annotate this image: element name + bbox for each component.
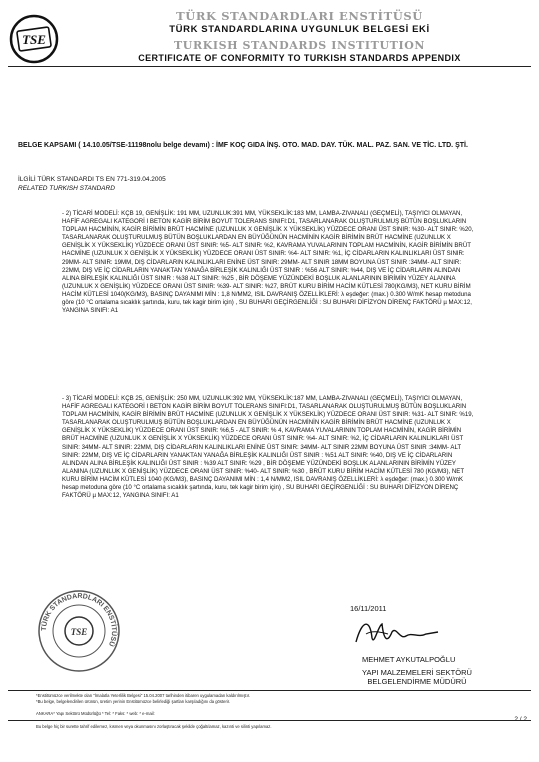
handwritten-signature	[348, 612, 443, 652]
header-title-en: TURKISH STANDARDS INSTITUTION	[173, 39, 426, 52]
header-rule	[8, 66, 531, 67]
signer-department	[337, 668, 497, 686]
dept-line-1: YAPI MALZEMELERİ SEKTÖRÜ	[362, 668, 472, 677]
model-paragraph-3: - 3) TİCARİ MODELİ: KÇB 25, GENİŞLİK: 250 MM, UZUNLUK:392 MM, YÜKSEKLİK:187 MM, LAMBA-ZIVANALI (GEÇMELİ), TAŞIYICI OLMAYAN, HAFİF AGREGALI KATEGORİ I BETON KAGİR BİRİM BOYUT TOLERANS SINIFI:D1, TASARLANARAK OLUŞTURULMUŞ BÜTÜN BOŞLUKLARIN TOPLAM HACMİNİN, KAGİR BİRİMİN BRÜT HACMİNE (UZUNLUK X GENİŞLİK X YÜKSEKLİK) YÜZDECE ORANI ÜST SINIR: %31- ALT SINIR: %19, TASARLANARAK OLUŞTURULMUŞ BÜTÜN BOŞLUKLARDAN EN BÜYÜĞÜNÜN HACMİNİN KAGİR BİRİMİN BRÜT HACMİNE (UZUNLUK X GENİŞLİK X YÜKSEKLİK) YÜZDECE ORANI ÜST SINIR: %6,5 - ALT SINIR: % 4, KAVRAMA YUVALARININ TOPLAM HACMİNİN, KAGİR BİRİMİN BRÜT HACMİNE (UZUNLUK X GENİŞLİK X YÜKSEKLİK) YÜZDECE ORANI ÜST SINIR: %4- ALT SINIR: %2, İÇ CİDARLARIN KALINLIKLARI ÜST SINIR: 34MM- ALT SINIR: 22MM, DIŞ CİDARLARIN KALINLIKLARI ENİNE ÜST SINIR: 34MM- ALT SINIR 22MM BOYUNA ÜST SINIR :34MM- ALT SINIR: 22MM, DIŞ VE İÇ CİDARLARIN YANAKTAN YANAĞA BİRLEŞİK KALINLIĞI ÜST SINIR : %51 ALT SINIR: %40, DIŞ VE İÇ CİDARLARIN ALINDAN ALINA BİRLEŞİK KALINLIĞI ÜST SINIR : %39 ALT SINIR: %29 , BİR DÖŞEME YÜZÜNDEKİ BOŞLUK ALANLARININ BİRİMİN YÜZEY ALANINA (UZUNLUK X GENİŞLİK) YÜZDECE ORANI ÜST SINIR: %40- ALT SINIR: %30 , BRÜT KURU BİRİM HACİM KÜTLESİ 780 (KG/M3), NET KURU BİRİM HACİM KÜTLESİ 1040 (KG/M3), BASINÇ DAYANIMI MİN : 1,4 N/MM2, ISIL DAVRANIŞ ÖZELLİKLERİ: λ eşdeğer: (max.) 0.300 W/mK hesap metoduna göre (10 °C ortalama sıcaklık şartında, kuru, tek kagir birim için) , SU BUHARI GEÇİRGENLİĞİ : SU BUHARI DİFİZYON DİRENÇ FAKTÖRÜ µ MAX:12, YANGINA SINIFI: A1	[62, 395, 474, 500]
footer-rule-top	[8, 690, 531, 691]
svg-text:TÜRK STANDARDLARI ENSTİTÜSÜ: TÜRK STANDARDLARI ENSTİTÜSÜ	[40, 592, 118, 648]
footer-note-1: *Enstitümüzce verilmekte olan "İmalatla Yeterlilik Belgesi" 15.04.2007 tarihinden itibaren uygulamadan kaldırılmıştır.	[36, 693, 251, 698]
footer-note-2: *Bu belge, belgelendirilen ürünün, üretim yerinin Enstitümüzce belirlediği şartları karşıladığını da gösterir.	[36, 699, 231, 704]
svg-text:TSE: TSE	[22, 32, 46, 47]
signer-name: MEHMET AYKUTALPOĞLU	[362, 655, 456, 664]
standard-line-tr: İLGİLİ TÜRK STANDARDI TS EN 771-319.04.2005	[18, 176, 166, 183]
official-stamp	[36, 588, 122, 674]
header-subtitle-tr: TÜRK STANDARDLARINA UYGUNLUK BELGESİ EKİ	[169, 24, 430, 35]
page-number: 2 / 2	[514, 716, 527, 723]
model-paragraph-2: - 2) TİCARİ MODELİ: KÇB 19, GENİŞLİK: 191 MM, UZUNLUK:391 MM, YÜKSEKLİK:183 MM, LAMBA-ZIVANALI (GEÇMELİ), TAŞIYICI OLMAYAN, HAFİF AGREGALI KATEGORİ I BETON KAGİR BİRİM BOYUT TOLERANS SINIFI:D1, TASARLANARAK OLUŞTURULMUŞ BÜTÜN BOŞLUKLARIN TOPLAM HACMİNİN, KAGİR BİRİMİN BRÜT HACMİNE (UZUNLUK X GENİŞLİK X YÜKSEKLİK) YÜZDECE ORANI ÜST SINIR: %30- ALT SINIR: %20, TASARLANARAK OLUŞTURULMUŞ BÜTÜN BOŞLUKLARDAN EN BÜYÜĞÜNÜN HACMİNİN KAGİR BİRİMİN BRÜT HACMİNE (UZUNLUK X GENİŞLİK X YÜKSEKLİK) YÜZDECE ORANI ÜST SINIR: %5- ALT SINIR: %2, KAVRAMA YUVALARININ TOPLAM HACMİNİN, KAGİR BİRİMİN BRÜT HACMİNE (UZUNLUK X GENİŞLİK X YÜKSEKLİK) YÜZDECE ORANI ÜST SINIR: %4- ALT SINIR: %1, İÇ CİDARLARIN KALINLIKLARI ÜST SINIR: 29MM- ALT SINIR: 19MM, DIŞ CİDARLARIN KALINLIKLARI ENİNE ÜST SINIR: 29MM- ALT SINIR 18MM BOYUNA ÜST SINIR :34MM- ALT SINIR: 22MM, DIŞ VE İÇ CİDARLARIN YANAKTAN YANAĞA BİRLEŞİK KALINLIĞI ÜST SINIR : %56 ALT SINIR: %44, DIŞ VE İÇ CİDARLARIN ALINDAN ALINA BİRLEŞİK KALINLIĞI ÜST SINIR : %38 ALT SINIR: %25 , BİR DÖŞEME YÜZÜNDEKİ BOŞLUK ALANLARININ BİRİMİN YÜZEY ALANINA (UZUNLUK X GENİŞLİK) YÜZDECE ORANI ÜST SINIR: %39- ALT SINIR: %27, BRÜT KURU BİRİM HACİM KÜTLESİ 780(KG/M3), NET KURU BİRİM HACİM KÜTLESİ 1040(KG/M3), BASINÇ DAYANIMI MİN : 1,8 N/MM2, ISIL DAVRANIŞ ÖZELLİKLERİ: λ eşdeğer: (max.) 0.300 W/mK hesap metoduna göre (10 °C ortalama sıcaklık şartında, kuru, tek kagir birim için) , SU BUHARI GEÇİRGENLİĞİ : SU BUHARI DİFİZYON DİRENÇ FAKTÖRÜ µ MAX:12, YANGINA SINIFI: A1	[62, 210, 474, 315]
scope-label: BELGE KAPSAMI ( 14.10.05/TSE-11198nolu belge devamı) :	[18, 142, 215, 149]
belge-kapsami	[18, 141, 523, 151]
company-name: İMF KOÇ GIDA İNŞ. OTO. MAD. DAY. TÜK. MAL. PAZ. SAN. VE TİC. LTD. ŞTİ.	[216, 142, 468, 149]
tse-logo	[9, 14, 59, 64]
svg-text:TSE: TSE	[70, 627, 88, 637]
footer-address: ANKARA* Yapı Sektörü Müdürlüğü * Tel: * Faks: * web: * e-mail:	[36, 711, 155, 716]
header-subtitle-en: CERTIFICATE OF CONFORMITY TO TURKISH STANDARDS APPENDIX	[138, 53, 461, 63]
signature-date: 16/11/2011	[350, 604, 387, 613]
related-standard	[18, 175, 166, 193]
footer-disclaimer: Bu belge hiç bir surette tahrif edilemez, kısmen veya okunmasını zorlaştıracak şekilde çoğaltılamaz, kazınti ve silinti yapılamaz.	[36, 724, 272, 729]
header-title-tr: TÜRK STANDARDLARI ENSTİTÜSÜ	[176, 9, 423, 23]
footer-rule-bottom	[8, 720, 531, 721]
standard-line-en: RELATED TURKISH STANDARD	[18, 185, 115, 192]
dept-line-2: BELGELENDİRME MÜDÜRÜ	[367, 677, 467, 686]
